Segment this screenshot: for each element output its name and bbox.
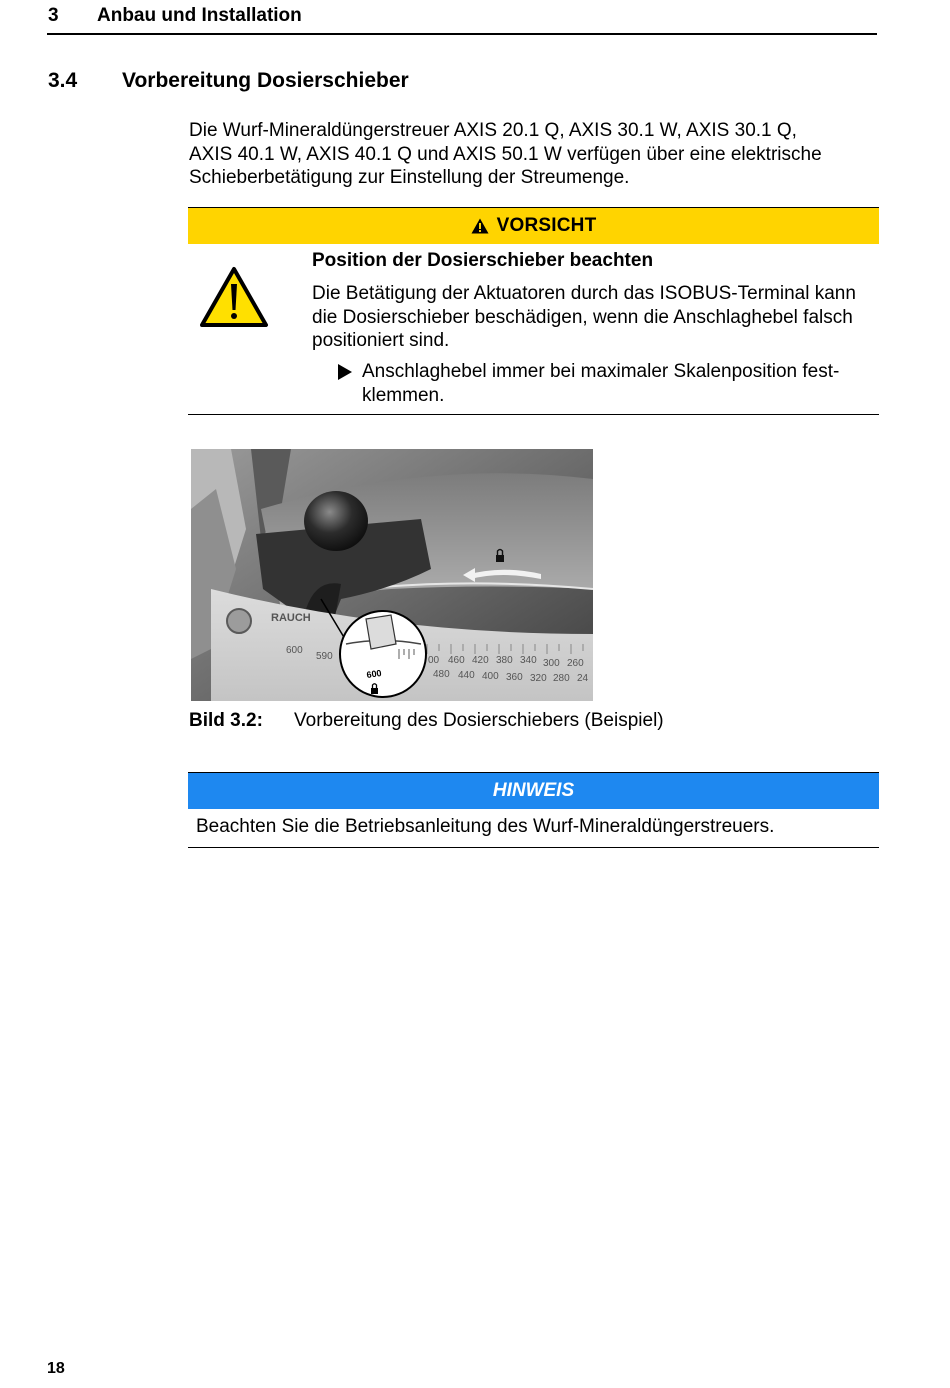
note-text: Beachten Sie die Betriebsanleitung des Wurf-Mineraldüngerstreuers. <box>196 816 775 837</box>
page-number: 18 <box>47 1360 65 1377</box>
figure-scale-label: 400 <box>482 671 499 682</box>
intro-line: AXIS 40.1 W, AXIS 40.1 Q und AXIS 50.1 W verfügen über eine elektrische <box>189 143 822 165</box>
figure-scale-label: 300 <box>543 658 560 669</box>
caution-text-line: die Dosierschieber beschädigen, wenn die Anschlaghebel falsch <box>312 306 853 328</box>
figure-scale-label: 600 <box>286 645 303 656</box>
figure-photo <box>191 449 593 701</box>
figure-scale-label: 590 <box>316 651 333 662</box>
caution-bottom-rule <box>188 414 879 415</box>
action-arrow-icon <box>338 364 352 380</box>
intro-line: Die Wurf-Mineraldüngerstreuer AXIS 20.1 Q, AXIS 30.1 W, AXIS 30.1 Q, <box>189 120 797 141</box>
caution-action <box>362 360 862 407</box>
figure-scale-label: 00 <box>428 655 440 666</box>
figure-scale-label: 24 <box>577 673 589 684</box>
warning-triangle-icon <box>199 266 269 328</box>
chapter-number: 3 <box>48 5 59 26</box>
section-number: 3.4 <box>48 69 78 92</box>
figure-scale-label: 380 <box>496 655 513 666</box>
caution-text-line: positioniert sind. <box>312 330 450 351</box>
caution-label: VORSICHT <box>496 215 597 236</box>
header-rule <box>47 33 877 35</box>
figure-caption: Vorbereitung des Dosierschiebers (Beispiel) <box>294 710 664 731</box>
caution-action-line: Anschlaghebel immer bei maximaler Skalenposition fest- <box>362 361 840 382</box>
figure-label: Bild 3.2: <box>189 710 263 731</box>
intro-paragraph <box>189 119 879 190</box>
figure-scale-label: 480 <box>433 669 450 680</box>
note-label: HINWEIS <box>492 780 575 801</box>
figure-brand-text: RAUCH <box>271 612 311 624</box>
note-bottom-rule <box>188 847 879 848</box>
caution-heading: Position der Dosierschieber beachten <box>312 250 654 271</box>
caution-text <box>312 282 877 353</box>
warning-small-icon <box>471 218 489 234</box>
note-band <box>188 773 879 809</box>
section-title: Vorbereitung Dosierschieber <box>122 69 409 92</box>
figure-scale-label: 420 <box>472 655 489 666</box>
caution-text-line: Die Betätigung der Aktuatoren durch das ISOBUS-Terminal kann <box>312 283 856 304</box>
figure-zoom-value: 600 <box>365 667 383 680</box>
intro-line: Schieberbetätigung zur Einstellung der Streumenge. <box>189 167 630 188</box>
caution-band <box>188 208 879 244</box>
figure-scale-label: 260 <box>567 658 584 669</box>
figure-scale-label: 360 <box>506 672 523 683</box>
figure-scale-label: 440 <box>458 670 475 681</box>
figure-scale-label: 340 <box>520 655 537 666</box>
figure-scale-label: 460 <box>448 655 465 666</box>
figure-scale-label: 320 <box>530 673 547 684</box>
chapter-title: Anbau und Installation <box>97 5 302 26</box>
figure-scale-label: 280 <box>553 673 570 684</box>
caution-action-line: klemmen. <box>362 384 445 406</box>
